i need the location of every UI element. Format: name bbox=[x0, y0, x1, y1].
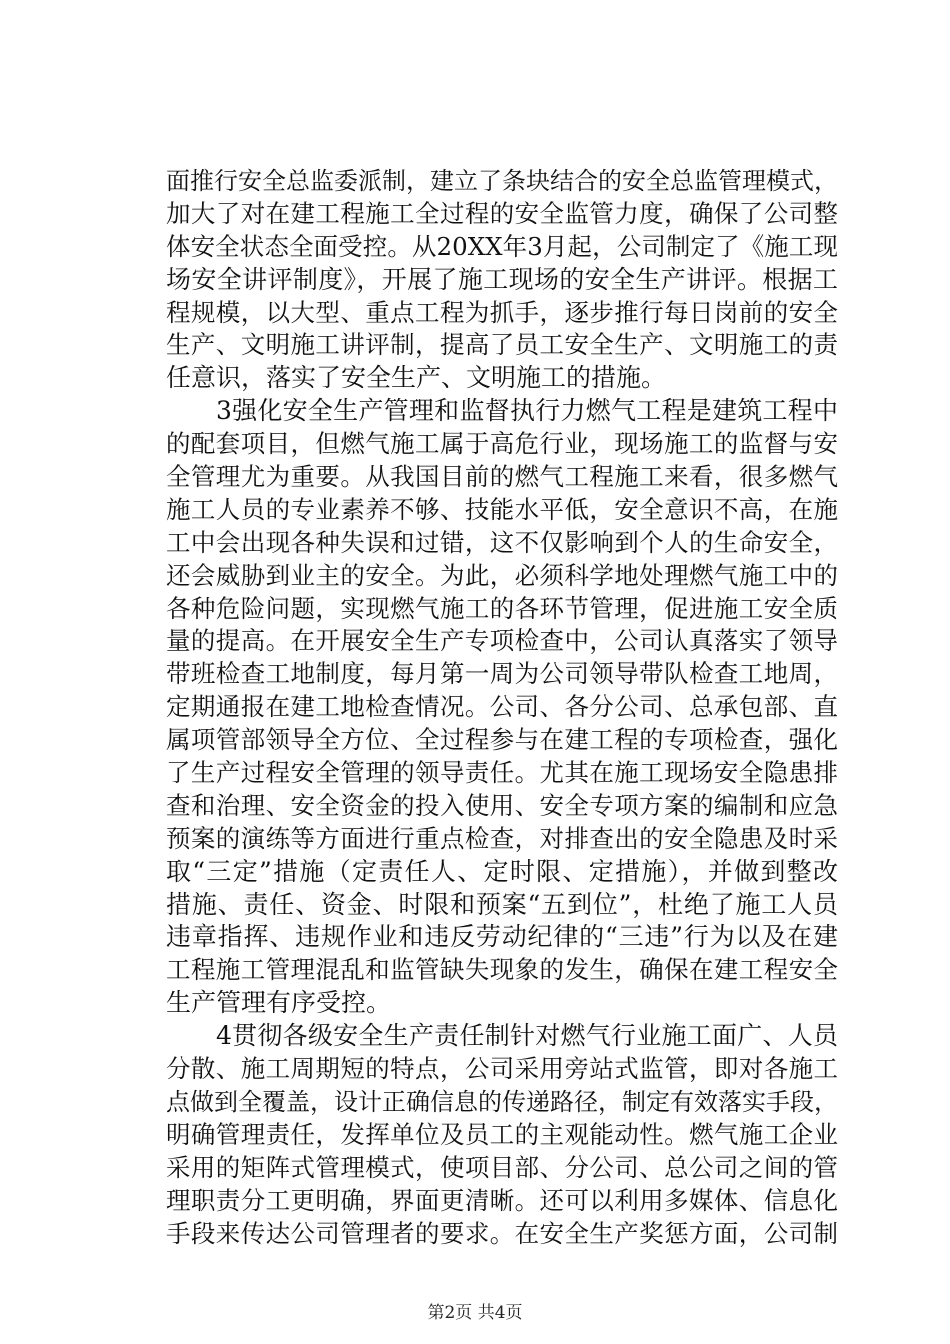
text-line: 带班检查工地制度，每月第一周为公司领导带队检查工地周， bbox=[166, 659, 838, 689]
text-line: 任意识，落实了安全生产、文明施工的措施。 bbox=[166, 363, 667, 393]
text-line: 面推行安全总监委派制，建立了条块结合的安全总监管理模式， bbox=[166, 167, 838, 195]
text-line: 点做到全覆盖，设计正确信息的传递路径，制定有效落实手段， bbox=[166, 1087, 838, 1116]
text-line: 工中会出现各种失误和过错，这不仅影响到个人的生命安全， bbox=[166, 527, 838, 557]
text-line: 分散、施工周期短的特点，公司采用旁站式监管，即对各施工 bbox=[166, 1054, 838, 1084]
text-line: 各种危险问题，实现燃气施工的各环节管理，促进施工安全质 bbox=[166, 593, 838, 623]
text-line: 取“三定”措施（定责任人、定时限、定措施），并做到整改 bbox=[166, 856, 838, 886]
body-text bbox=[166, 165, 838, 1250]
text-line: 场安全讲评制度》，开展了施工现场的安全生产讲评。根据工 bbox=[166, 264, 838, 294]
text-line: 工程施工管理混乱和监管缺失现象的发生，确保在建工程安全 bbox=[166, 955, 838, 985]
text-line: 加大了对在建工程施工全过程的安全监管力度，确保了公司整 bbox=[166, 198, 838, 228]
text-line: 生产、文明施工讲评制，提高了员工安全生产、文明施工的责 bbox=[166, 330, 838, 360]
text-line: 定期通报在建工地检查情况。公司、各分公司、总承包部、直 bbox=[166, 692, 838, 722]
text-line: 4贯彻各级安全生产责任制针对燃气行业施工面广、人员 bbox=[216, 1021, 838, 1051]
text-line: 查和治理、安全资金的投入使用、安全专项方案的编制和应急 bbox=[166, 790, 838, 820]
text-line: 生产管理有序受控。 bbox=[166, 988, 392, 1018]
text-line: 属项管部领导全方位、全过程参与在建工程的专项检查，强化 bbox=[166, 725, 838, 755]
text-line: 体安全状态全面受控。从20XX年3月起，公司制定了《施工现 bbox=[166, 231, 838, 261]
text-line: 还会威胁到业主的安全。为此，必须科学地处理燃气施工中的 bbox=[166, 560, 838, 590]
text-line: 3强化安全生产管理和监督执行力燃气工程是建筑工程中 bbox=[216, 396, 838, 426]
text-line: 预案的演练等方面进行重点检查，对排查出的安全隐患及时采 bbox=[166, 823, 838, 853]
text-line: 施工人员的专业素养不够、技能水平低，安全意识不高，在施 bbox=[166, 494, 838, 524]
text-line: 手段来传达公司管理者的要求。在安全生产奖惩方面，公司制 bbox=[166, 1218, 838, 1248]
text-line: 违章指挥、违规作业和违反劳动纪律的“三违”行为以及在建 bbox=[166, 922, 838, 952]
text-line: 理职责分工更明确，界面更清晰。还可以利用多媒体、信息化 bbox=[166, 1185, 838, 1215]
text-line: 了生产过程安全管理的领导责任。尤其在施工现场安全隐患排 bbox=[166, 758, 838, 788]
text-line: 量的提高。在开展安全生产专项检查中，公司认真落实了领导 bbox=[166, 626, 838, 656]
text-line: 措施、责任、资金、时限和预案“五到位”，杜绝了施工人员 bbox=[166, 889, 838, 919]
text-line: 全管理尤为重要。从我国目前的燃气工程施工来看，很多燃气 bbox=[166, 462, 838, 492]
text-line: 明确管理责任，发挥单位及员工的主观能动性。燃气施工企业 bbox=[166, 1119, 838, 1149]
text-line: 的配套项目，但燃气施工属于高危行业，现场施工的监督与安 bbox=[166, 429, 838, 459]
text-line: 采用的矩阵式管理模式，使项目部、分公司、总公司之间的管 bbox=[166, 1152, 838, 1182]
page-footer: 第2页 共4页 bbox=[427, 1303, 523, 1323]
text-line: 程规模，以大型、重点工程为抓手，逐步推行每日岗前的安全 bbox=[166, 297, 838, 327]
